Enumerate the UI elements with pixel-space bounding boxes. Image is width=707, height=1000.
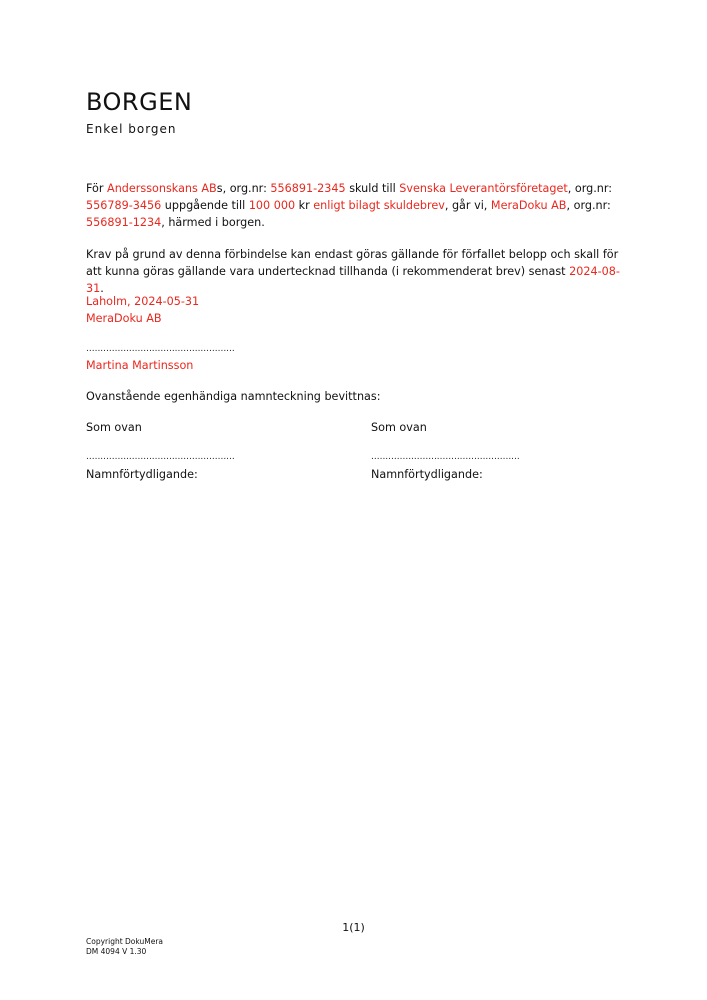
text-segment: , org.nr: — [567, 182, 613, 195]
debtor-orgnr: 556891-2345 — [270, 182, 346, 195]
witness-1-clarification: Namnförtydligande: — [86, 468, 198, 481]
text-segment: , går vi, — [444, 199, 491, 212]
page-number: 1(1) — [342, 921, 365, 934]
creditor-orgnr: 556789-3456 — [86, 199, 162, 212]
deadline-date: 2024-08-31 — [86, 265, 620, 295]
creditor-name: Svenska Leverantörsföretaget — [399, 182, 568, 195]
company-name: MeraDoku AB — [86, 312, 162, 325]
witness-1-signature-line: .................................................... — [86, 452, 235, 462]
place-date: Laholm, 2024-05-31 — [86, 295, 200, 308]
witness-1-label: Som ovan — [86, 421, 142, 434]
footer-version: DM 4094 V 1.30 — [86, 947, 147, 956]
witness-2-clarification: Namnförtydligande: — [371, 468, 483, 481]
amount: 100 000 — [248, 199, 296, 212]
document-subtitle: Enkel borgen — [86, 122, 177, 136]
witness-intro: Ovanstående egenhändiga namnteckning bevittnas: — [86, 390, 381, 403]
text-segment: . — [100, 282, 104, 295]
signature-line: .................................................... — [86, 344, 235, 354]
debt-basis: enligt bilagt skuldebrev — [313, 199, 445, 212]
footer-copyright: Copyright DokuMera — [86, 937, 164, 946]
guarantor-orgnr: 556891-1234 — [86, 216, 162, 229]
claim-text: Krav på grund av denna förbindelse kan endast göras gällande för förfallet belopp och skall för att kunna göras gällande vara undertecknad tillhanda (i rekommenderat brev) senast — [86, 248, 619, 278]
signer-name: Martina Martinsson — [86, 359, 194, 372]
text-segment: skuld till — [345, 182, 400, 195]
debtor-name: Anderssonskans AB — [107, 182, 217, 195]
text-segment: , härmed i borgen. — [161, 216, 265, 229]
witness-2-signature-line: .................................................... — [371, 452, 520, 462]
guarantee-paragraph — [86, 180, 626, 231]
text-segment: , org.nr: — [566, 199, 611, 212]
text-segment: uppgående till — [161, 199, 249, 212]
witness-2-label: Som ovan — [371, 421, 427, 434]
claim-paragraph — [86, 246, 626, 297]
text-segment: kr — [295, 199, 314, 212]
text-segment: s, org.nr: — [216, 182, 271, 195]
document-title: BORGEN — [86, 88, 193, 116]
text-segment: För — [86, 182, 108, 195]
guarantor-name: MeraDoku AB — [490, 199, 567, 212]
